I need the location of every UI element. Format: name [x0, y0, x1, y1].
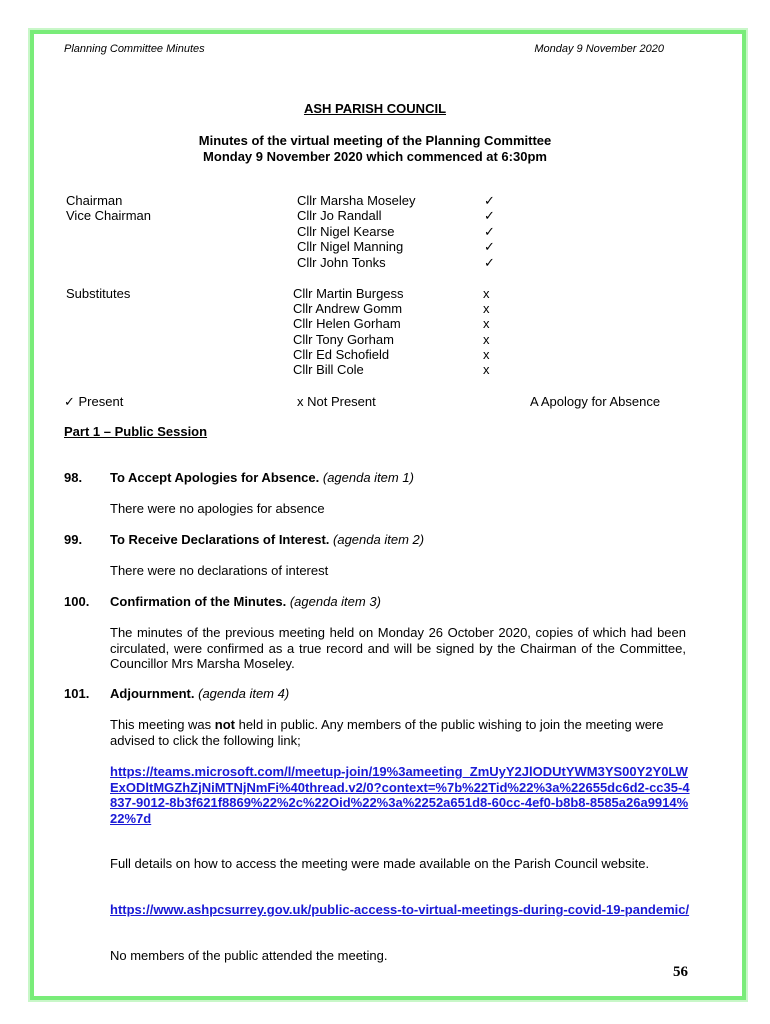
agenda-ref: (agenda item 4): [198, 686, 290, 701]
present-check-icon: ✓: [484, 193, 495, 208]
item-number: 98.: [64, 470, 83, 485]
role-vice-chairman: Vice Chairman: [66, 208, 152, 223]
item-title: Confirmation of the Minutes.: [110, 594, 287, 609]
agenda-ref: (agenda item 1): [322, 470, 414, 485]
not-present-mark: x: [483, 332, 490, 347]
item-heading: [110, 532, 424, 547]
substitute-name: Cllr Bill Cole: [293, 362, 364, 377]
substitute-name: Cllr Helen Gorham: [293, 316, 401, 331]
member-name: Cllr Nigel Kearse: [297, 224, 395, 239]
adjournment-text-emphasis: not: [214, 717, 235, 732]
role-chairman: Chairman: [66, 193, 123, 208]
present-check-icon: ✓: [484, 239, 495, 254]
present-check-icon: ✓: [484, 255, 495, 270]
document-title: ASH PARISH COUNCIL: [303, 101, 447, 116]
teams-meeting-link[interactable]: https://teams.microsoft.com/l/meetup-join/19%3ameeting_ZmUyY2JlODUtYWM3YS00Y2Y0LWExODltMGZhZjNiMTNjNmFi%40thread.v2/0?context=%7b%22Tid%22%3a%22655dc6d2-cc35-4837-9012-8b3f621f8869%22%2c%22Oid%22%3a%2252a651d8-60cc-4ef0-b8b8-8585a26a9914%22%7d: [110, 764, 690, 826]
agenda-ref: (agenda item 3): [289, 594, 381, 609]
document-subtitle-1: Minutes of the virtual meeting of the Planning Committee: [198, 133, 552, 148]
details-text: Full details on how to access the meeting were made available on the Parish Council website.: [110, 856, 650, 871]
substitute-name: Cllr Tony Gorham: [293, 332, 394, 347]
legend-present: ✓ Present: [64, 394, 124, 409]
header-right: Monday 9 November 2020: [534, 43, 664, 55]
part1-heading: Part 1 – Public Session: [64, 424, 208, 439]
item-number: 100.: [64, 594, 90, 609]
page-number: 56: [673, 964, 688, 980]
item-title: Adjournment.: [110, 686, 195, 701]
present-check-icon: ✓: [484, 224, 495, 239]
website-link-block: [110, 902, 690, 918]
not-present-mark: x: [483, 286, 490, 301]
present-check-icon: ✓: [484, 208, 495, 223]
adjournment-text-end: held in public. Any members of the public wishing to join the meeting were advised to click the following link;: [110, 717, 664, 748]
member-name: Cllr Jo Randall: [297, 208, 382, 223]
not-present-mark: x: [483, 301, 490, 316]
header-left: Planning Committee Minutes: [64, 43, 205, 55]
legend-apology: A Apology for Absence: [530, 394, 661, 409]
document-subtitle-2: Monday 9 November 2020 which commenced at 6:30pm: [203, 149, 547, 164]
closing-text: No members of the public attended the meeting.: [110, 948, 388, 963]
not-present-mark: x: [483, 347, 490, 362]
substitutes-label: Substitutes: [66, 286, 131, 301]
teams-link-block: [110, 764, 690, 826]
not-present-mark: x: [483, 362, 490, 377]
adjournment-text-start: This meeting was: [110, 717, 215, 732]
member-name: Cllr John Tonks: [297, 255, 386, 270]
item-text: There were no declarations of interest: [110, 563, 329, 578]
item-heading: [110, 594, 381, 609]
legend-not-present: x Not Present: [297, 394, 376, 409]
website-link[interactable]: https://www.ashpcsurrey.gov.uk/public-access-to-virtual-meetings-during-covid-19-pandemic/: [110, 902, 690, 917]
agenda-ref: (agenda item 2): [333, 532, 425, 547]
item-heading: [110, 686, 289, 701]
item-heading: [110, 470, 414, 485]
item-number: 99.: [64, 532, 83, 547]
item-number: 101.: [64, 686, 90, 701]
item-title: To Receive Declarations of Interest.: [110, 532, 330, 547]
item-title: To Accept Apologies for Absence.: [110, 470, 320, 485]
member-name: Cllr Nigel Manning: [297, 239, 404, 254]
item-text: There were no apologies for absence: [110, 501, 325, 516]
substitute-name: Cllr Andrew Gomm: [293, 301, 403, 316]
item-text: The minutes of the previous meeting held on Monday 26 October 2020, copies of which had been circulated, were confirmed as a true record and will be signed by the Chairman of the Committee, Councillor Mrs Marsha Moseley.: [110, 625, 686, 671]
substitute-name: Cllr Martin Burgess: [293, 286, 404, 301]
not-present-mark: x: [483, 316, 490, 331]
substitute-name: Cllr Ed Schofield: [293, 347, 390, 362]
adjournment-text: [110, 717, 686, 748]
member-name: Cllr Marsha Moseley: [297, 193, 416, 208]
